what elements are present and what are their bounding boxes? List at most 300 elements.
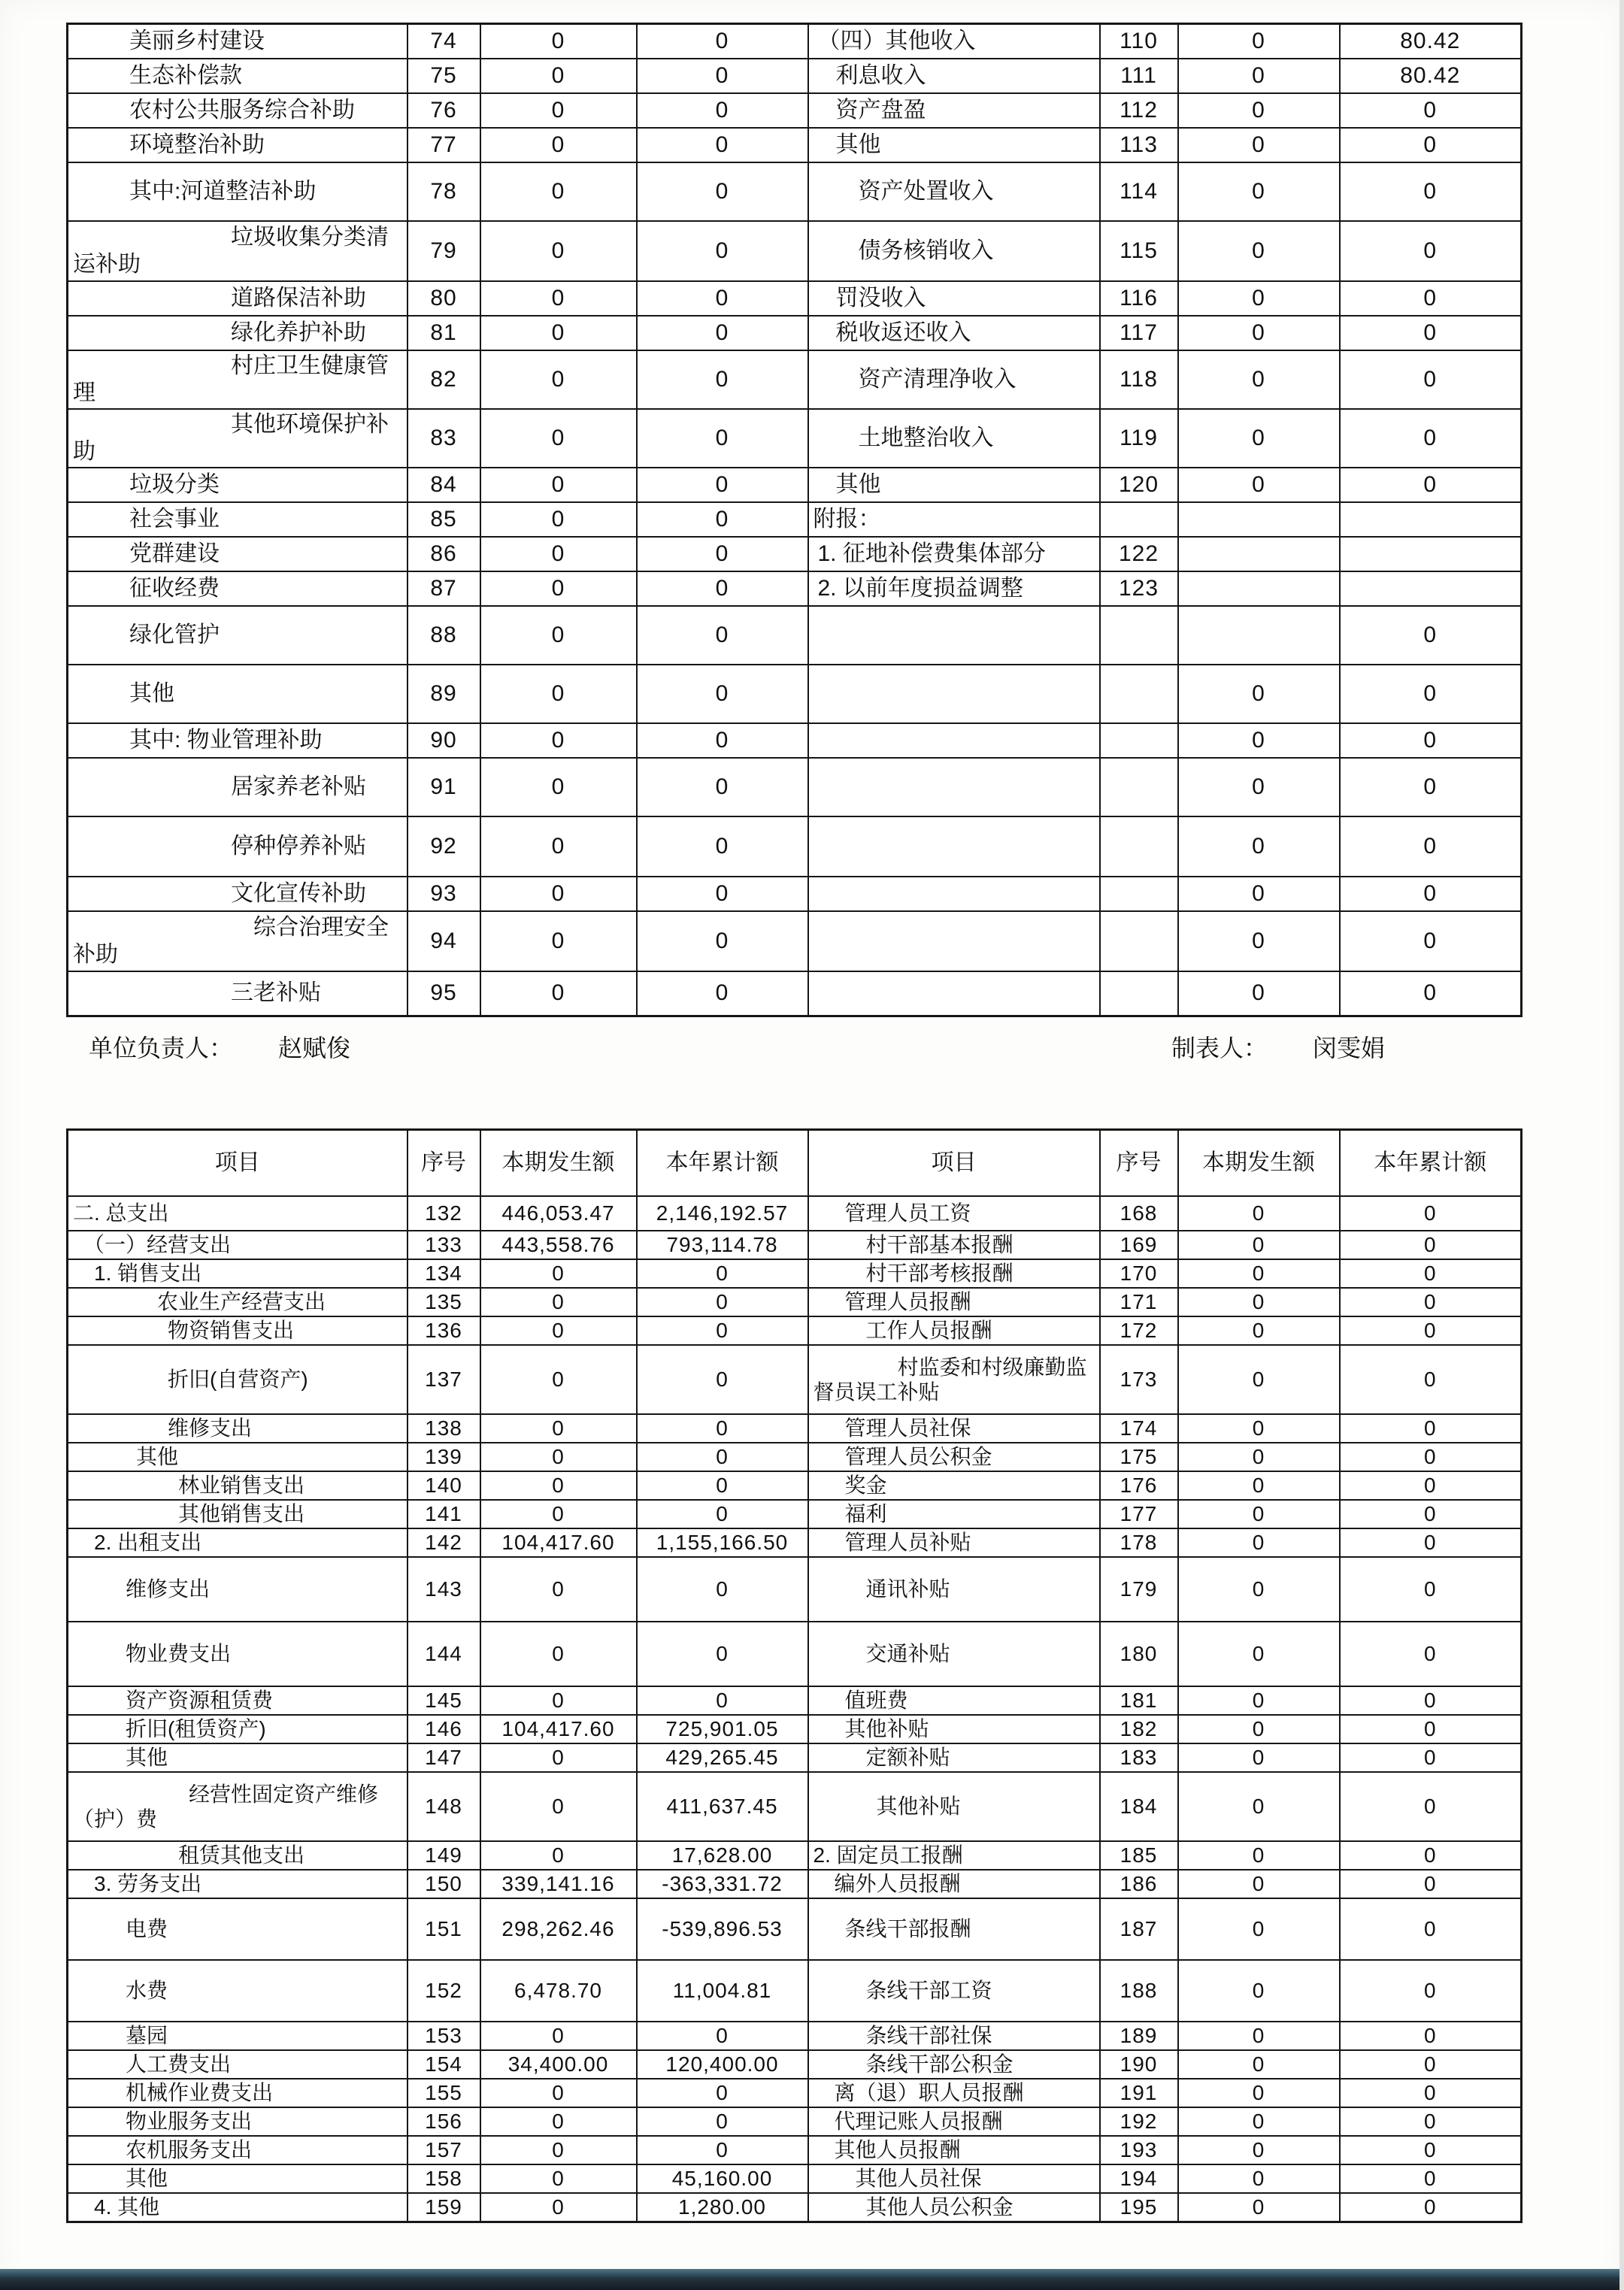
amount-cell: 0 <box>637 911 808 971</box>
seq-cell: 141 <box>408 1500 480 1528</box>
table-row <box>68 971 1522 1016</box>
amount-cell: 0 <box>1340 971 1522 1016</box>
amount-cell: 0 <box>1340 1622 1522 1686</box>
item-cell: 条线干部报酬 <box>808 1898 1100 1960</box>
table-row <box>68 468 1522 502</box>
amount-cell: 0 <box>1178 221 1340 281</box>
seq-cell: 154 <box>408 2050 480 2079</box>
amount-cell: 0 <box>480 162 637 221</box>
seq-cell: 133 <box>408 1231 480 1259</box>
amount-cell: 0 <box>1340 816 1522 877</box>
preparer-signature <box>1171 1029 1520 1064</box>
amount-cell: 0 <box>480 1622 637 1686</box>
amount-cell: 0 <box>637 24 808 59</box>
seq-cell <box>1100 911 1178 971</box>
amount-cell: 0 <box>1178 1443 1340 1471</box>
seq-cell: 82 <box>408 350 480 409</box>
item-cell: 福利 <box>808 1500 1100 1528</box>
item-cell: 垃圾收集分类清运补助 <box>68 221 408 281</box>
amount-cell: 0 <box>1178 281 1340 316</box>
seq-cell: 158 <box>408 2164 480 2193</box>
item-cell: 2. 固定员工报酬 <box>808 1841 1100 1870</box>
amount-cell: 0 <box>1178 1231 1340 1259</box>
item-cell: 1. 征地补偿费集体部分 <box>808 537 1100 571</box>
amount-cell: 339,141.16 <box>480 1870 637 1898</box>
amount-cell: 0 <box>637 1288 808 1316</box>
col-header-item: 项目 <box>808 1130 1100 1197</box>
amount-cell: 0 <box>637 758 808 816</box>
item-cell: 土地整治收入 <box>808 409 1100 468</box>
seq-cell: 77 <box>408 128 480 162</box>
seq-cell: 135 <box>408 1288 480 1316</box>
amount-cell: 0 <box>637 221 808 281</box>
amount-cell <box>1178 571 1340 606</box>
amount-cell: 0 <box>480 758 637 816</box>
amount-cell: 1,155,166.50 <box>637 1528 808 1557</box>
seq-cell: 83 <box>408 409 480 468</box>
amount-cell: 0 <box>480 2022 637 2050</box>
unit-head-name: 赵赋俊 <box>278 1034 351 1062</box>
table-row <box>68 93 1522 128</box>
seq-cell: 156 <box>408 2107 480 2136</box>
item-cell: 绿化养护补助 <box>68 316 408 350</box>
seq-cell: 75 <box>408 59 480 93</box>
seq-cell: 137 <box>408 1345 480 1414</box>
amount-cell: 0 <box>1178 2136 1340 2164</box>
amount-cell: 0 <box>480 2079 637 2107</box>
item-cell: 其他 <box>68 665 408 723</box>
seq-cell: 113 <box>1100 128 1178 162</box>
amount-cell: 0 <box>480 1414 637 1443</box>
table-row <box>68 1345 1522 1414</box>
amount-cell: 0 <box>1178 1471 1340 1500</box>
item-cell: 其他 <box>808 128 1100 162</box>
item-cell: 管理人员报酬 <box>808 1288 1100 1316</box>
amount-cell: 0 <box>1178 2050 1340 2079</box>
amount-cell: 0 <box>1178 162 1340 221</box>
item-cell: 通讯补贴 <box>808 1557 1100 1622</box>
seq-cell: 115 <box>1100 221 1178 281</box>
seq-cell: 195 <box>1100 2193 1178 2222</box>
amount-cell: 0 <box>1178 128 1340 162</box>
item-cell: 奖金 <box>808 1471 1100 1500</box>
seq-cell: 187 <box>1100 1898 1178 1960</box>
amount-cell: 0 <box>637 1500 808 1528</box>
table-row <box>68 1715 1522 1743</box>
amount-cell: 0 <box>1340 1772 1522 1841</box>
seq-cell: 169 <box>1100 1231 1178 1259</box>
seq-cell: 110 <box>1100 24 1178 59</box>
item-cell: 村监委和村级廉勤监督员误工补贴 <box>808 1345 1100 1414</box>
seq-cell: 84 <box>408 468 480 502</box>
item-cell: 生态补偿款 <box>68 59 408 93</box>
item-cell: 林业销售支出 <box>68 1471 408 1500</box>
amount-cell: 0 <box>637 1557 808 1622</box>
table-row <box>68 2050 1522 2079</box>
amount-cell: 0 <box>1340 1500 1522 1528</box>
table-row <box>68 316 1522 350</box>
item-cell: 条线干部公积金 <box>808 2050 1100 2079</box>
amount-cell: 17,628.00 <box>637 1841 808 1870</box>
amount-cell: 0 <box>637 93 808 128</box>
item-cell: 其中: 物业管理补助 <box>68 723 408 758</box>
table-row <box>68 281 1522 316</box>
amount-cell: 0 <box>1340 1870 1522 1898</box>
table-row <box>68 1743 1522 1772</box>
amount-cell: 0 <box>1340 2107 1522 2136</box>
item-cell: 其他补贴 <box>808 1715 1100 1743</box>
amount-cell: 0 <box>480 1557 637 1622</box>
amount-cell: 0 <box>1178 1960 1340 2022</box>
amount-cell: 2,146,192.57 <box>637 1196 808 1231</box>
amount-cell: 0 <box>480 1259 637 1288</box>
amount-cell: 0 <box>1340 221 1522 281</box>
amount-cell: 0 <box>1340 2022 1522 2050</box>
item-cell: 编外人员报酬 <box>808 1870 1100 1898</box>
seq-cell: 186 <box>1100 1870 1178 1898</box>
amount-cell: 0 <box>1340 911 1522 971</box>
preparer-name: 闵雯娟 <box>1312 1034 1385 1062</box>
item-cell: 机械作业费支出 <box>68 2079 408 2107</box>
table-row <box>68 2022 1522 2050</box>
amount-cell: 0 <box>1340 1345 1522 1414</box>
amount-cell: 0 <box>480 316 637 350</box>
seq-cell: 145 <box>408 1686 480 1715</box>
scan-edge-band <box>0 2269 1624 2290</box>
amount-cell: 0 <box>1340 606 1522 665</box>
item-cell: 债务核销收入 <box>808 221 1100 281</box>
item-cell <box>808 665 1100 723</box>
seq-cell: 111 <box>1100 59 1178 93</box>
item-cell: 其他 <box>808 468 1100 502</box>
seq-cell: 118 <box>1100 350 1178 409</box>
amount-cell: 0 <box>480 128 637 162</box>
table-row <box>68 1960 1522 2022</box>
amount-cell: 0 <box>637 1622 808 1686</box>
table-row <box>68 2164 1522 2193</box>
amount-cell: 0 <box>1178 2164 1340 2193</box>
col-header-item: 项目 <box>68 1130 408 1197</box>
amount-cell: 0 <box>1340 1316 1522 1345</box>
seq-cell: 175 <box>1100 1443 1178 1471</box>
item-cell: 1. 销售支出 <box>68 1259 408 1288</box>
amount-cell: 0 <box>480 723 637 758</box>
amount-cell: 0 <box>480 409 637 468</box>
col-header-current-amount: 本期发生额 <box>480 1130 637 1197</box>
item-cell <box>808 816 1100 877</box>
item-cell: 利息收入 <box>808 59 1100 93</box>
seq-cell: 168 <box>1100 1196 1178 1231</box>
seq-cell: 74 <box>408 24 480 59</box>
amount-cell: 0 <box>1178 911 1340 971</box>
amount-cell: 0 <box>1340 2050 1522 2079</box>
seq-cell: 120 <box>1100 468 1178 502</box>
seq-cell: 139 <box>408 1443 480 1471</box>
amount-cell: 0 <box>480 1743 637 1772</box>
table-row <box>68 409 1522 468</box>
col-header-seq: 序号 <box>408 1130 480 1197</box>
item-cell: 经营性固定资产维修（护）费 <box>68 1772 408 1841</box>
amount-cell: 0 <box>1178 1500 1340 1528</box>
seq-cell <box>1100 816 1178 877</box>
amount-cell: 0 <box>1178 1288 1340 1316</box>
amount-cell: 0 <box>637 1443 808 1471</box>
item-cell: 管理人员工资 <box>808 1196 1100 1231</box>
amount-cell: 0 <box>637 59 808 93</box>
amount-cell: 0 <box>480 1841 637 1870</box>
amount-cell: 0 <box>1340 1231 1522 1259</box>
table-row <box>68 606 1522 665</box>
item-cell: 农村公共服务综合补助 <box>68 93 408 128</box>
table-row <box>68 1288 1522 1316</box>
seq-cell: 174 <box>1100 1414 1178 1443</box>
amount-cell: 0 <box>1340 2079 1522 2107</box>
amount-cell: 0 <box>1340 1557 1522 1622</box>
table-row <box>68 816 1522 877</box>
item-cell: 管理人员补贴 <box>808 1528 1100 1557</box>
amount-cell: 104,417.60 <box>480 1528 637 1557</box>
item-cell: 其他 <box>68 2164 408 2193</box>
amount-cell: 0 <box>1340 1443 1522 1471</box>
seq-cell: 176 <box>1100 1471 1178 1500</box>
amount-cell: 0 <box>1340 1528 1522 1557</box>
amount-cell: 0 <box>1178 1528 1340 1557</box>
seq-cell: 144 <box>408 1622 480 1686</box>
amount-cell: 0 <box>1340 350 1522 409</box>
col-header-ytd-amount: 本年累计额 <box>1340 1130 1522 1197</box>
amount-cell: 0 <box>1178 877 1340 911</box>
seq-cell: 76 <box>408 93 480 128</box>
amount-cell: 11,004.81 <box>637 1960 808 2022</box>
amount-cell: 0 <box>637 606 808 665</box>
item-cell: （一）经营支出 <box>68 1231 408 1259</box>
amount-cell: 0 <box>637 2022 808 2050</box>
item-cell <box>808 758 1100 816</box>
amount-cell: 0 <box>480 571 637 606</box>
amount-cell: 0 <box>1178 971 1340 1016</box>
item-cell: 资产清理净收入 <box>808 350 1100 409</box>
table-row <box>68 350 1522 409</box>
item-cell: 值班费 <box>808 1686 1100 1715</box>
amount-cell: 0 <box>637 1259 808 1288</box>
amount-cell: 0 <box>480 606 637 665</box>
seq-cell: 177 <box>1100 1500 1178 1528</box>
amount-cell: 0 <box>1178 723 1340 758</box>
item-cell: 罚没收入 <box>808 281 1100 316</box>
table-row <box>68 24 1522 59</box>
amount-cell: 0 <box>637 1316 808 1345</box>
item-cell: 其他人员公积金 <box>808 2193 1100 2222</box>
amount-cell: 725,901.05 <box>637 1715 808 1743</box>
item-cell: 美丽乡村建设 <box>68 24 408 59</box>
item-cell: 折旧(自营资产) <box>68 1345 408 1414</box>
unit-head-label: 单位负责人： <box>89 1034 234 1062</box>
table-header-row <box>68 1130 1522 1197</box>
item-cell: 文化宣传补助 <box>68 877 408 911</box>
table-row <box>68 758 1522 816</box>
amount-cell: 446,053.47 <box>480 1196 637 1231</box>
table-row <box>68 1414 1522 1443</box>
amount-cell: 298,262.46 <box>480 1898 637 1960</box>
item-cell: 党群建设 <box>68 537 408 571</box>
table-row <box>68 128 1522 162</box>
table-row <box>68 502 1522 537</box>
amount-cell: 0 <box>1178 1772 1340 1841</box>
amount-cell: 0 <box>637 502 808 537</box>
item-cell: 离（退）职人员报酬 <box>808 2079 1100 2107</box>
amount-cell: -363,331.72 <box>637 1870 808 1898</box>
item-cell: 农机服务支出 <box>68 2136 408 2164</box>
amount-cell: 0 <box>480 816 637 877</box>
amount-cell: 0 <box>1178 1196 1340 1231</box>
item-cell: 维修支出 <box>68 1414 408 1443</box>
seq-cell: 122 <box>1100 537 1178 571</box>
amount-cell: 0 <box>637 350 808 409</box>
seq-cell: 91 <box>408 758 480 816</box>
item-cell: 垃圾分类 <box>68 468 408 502</box>
amount-cell <box>1178 537 1340 571</box>
amount-cell: 0 <box>480 537 637 571</box>
seq-cell: 116 <box>1100 281 1178 316</box>
amount-cell: 0 <box>1340 1196 1522 1231</box>
amount-cell: 0 <box>1340 409 1522 468</box>
amount-cell <box>1178 502 1340 537</box>
amount-cell <box>1178 606 1340 665</box>
table-row <box>68 665 1522 723</box>
seq-cell: 142 <box>408 1528 480 1557</box>
seq-cell: 191 <box>1100 2079 1178 2107</box>
item-cell: 附报： <box>808 502 1100 537</box>
seq-cell: 138 <box>408 1414 480 1443</box>
seq-cell: 183 <box>1100 1743 1178 1772</box>
amount-cell: 0 <box>480 1443 637 1471</box>
amount-cell: 45,160.00 <box>637 2164 808 2193</box>
item-cell <box>808 971 1100 1016</box>
seq-cell: 123 <box>1100 571 1178 606</box>
amount-cell: 0 <box>480 1772 637 1841</box>
amount-cell: 0 <box>1178 1622 1340 1686</box>
amount-cell: 0 <box>637 468 808 502</box>
amount-cell: 0 <box>480 59 637 93</box>
item-cell: 环境整治补助 <box>68 128 408 162</box>
item-cell: 综合治理安全补助 <box>68 911 408 971</box>
item-cell: 道路保洁补助 <box>68 281 408 316</box>
item-cell: 资产盘盈 <box>808 93 1100 128</box>
amount-cell: 0 <box>1340 1743 1522 1772</box>
amount-cell: 0 <box>480 911 637 971</box>
seq-cell: 87 <box>408 571 480 606</box>
amount-cell: 0 <box>480 281 637 316</box>
amount-cell: 0 <box>480 1500 637 1528</box>
seq-cell: 182 <box>1100 1715 1178 1743</box>
seq-cell: 146 <box>408 1715 480 1743</box>
amount-cell: 0 <box>637 162 808 221</box>
seq-cell <box>1100 606 1178 665</box>
item-cell <box>808 723 1100 758</box>
amount-cell: 0 <box>637 2136 808 2164</box>
item-cell: 村干部考核报酬 <box>808 1259 1100 1288</box>
item-cell: 其他补贴 <box>808 1772 1100 1841</box>
seq-cell: 170 <box>1100 1259 1178 1288</box>
amount-cell: 0 <box>1178 468 1340 502</box>
seq-cell: 192 <box>1100 2107 1178 2136</box>
seq-cell: 90 <box>408 723 480 758</box>
seq-cell: 148 <box>408 1772 480 1841</box>
amount-cell: 80.42 <box>1340 24 1522 59</box>
amount-cell: 0 <box>480 1316 637 1345</box>
item-cell: 墓园 <box>68 2022 408 2050</box>
item-cell <box>808 911 1100 971</box>
item-cell: 其他人员社保 <box>808 2164 1100 2193</box>
amount-cell: 0 <box>637 281 808 316</box>
amount-cell: 0 <box>637 877 808 911</box>
table-row <box>68 571 1522 606</box>
amount-cell: 0 <box>1178 2022 1340 2050</box>
item-cell: 条线干部工资 <box>808 1960 1100 2022</box>
seq-cell: 89 <box>408 665 480 723</box>
item-cell: 代理记账人员报酬 <box>808 2107 1100 2136</box>
seq-cell: 79 <box>408 221 480 281</box>
amount-cell: 0 <box>1340 758 1522 816</box>
amount-cell: 0 <box>480 93 637 128</box>
amount-cell: 34,400.00 <box>480 2050 637 2079</box>
seq-cell: 94 <box>408 911 480 971</box>
seq-cell: 132 <box>408 1196 480 1231</box>
amount-cell: 0 <box>1178 2107 1340 2136</box>
amount-cell: 0 <box>1340 665 1522 723</box>
item-cell: 征收经费 <box>68 571 408 606</box>
amount-cell: 0 <box>480 971 637 1016</box>
seq-cell: 150 <box>408 1870 480 1898</box>
seq-cell: 181 <box>1100 1686 1178 1715</box>
amount-cell: 0 <box>637 1471 808 1500</box>
seq-cell: 193 <box>1100 2136 1178 2164</box>
seq-cell: 114 <box>1100 162 1178 221</box>
amount-cell: 0 <box>480 2164 637 2193</box>
item-cell <box>808 606 1100 665</box>
amount-cell: 0 <box>1178 409 1340 468</box>
item-cell: 交通补贴 <box>808 1622 1100 1686</box>
amount-cell: 0 <box>1178 316 1340 350</box>
table-row <box>68 537 1522 571</box>
amount-cell: 0 <box>637 1345 808 1414</box>
item-cell: 水费 <box>68 1960 408 2022</box>
amount-cell: 0 <box>1178 24 1340 59</box>
amount-cell: 0 <box>480 350 637 409</box>
seq-cell: 153 <box>408 2022 480 2050</box>
table-row <box>68 2107 1522 2136</box>
item-cell: 2. 出租支出 <box>68 1528 408 1557</box>
amount-cell: 0 <box>637 409 808 468</box>
amount-cell: 0 <box>1178 350 1340 409</box>
amount-cell: 0 <box>1178 1898 1340 1960</box>
amount-cell: 0 <box>1178 1743 1340 1772</box>
amount-cell: 0 <box>1178 2193 1340 2222</box>
seq-cell: 85 <box>408 502 480 537</box>
amount-cell: 0 <box>1340 1288 1522 1316</box>
item-cell: 工作人员报酬 <box>808 1316 1100 1345</box>
seq-cell: 112 <box>1100 93 1178 128</box>
seq-cell <box>1100 758 1178 816</box>
item-cell: 三老补贴 <box>68 971 408 1016</box>
col-header-seq: 序号 <box>1100 1130 1178 1197</box>
amount-cell: 0 <box>1340 468 1522 502</box>
amount-cell: 0 <box>637 2107 808 2136</box>
col-header-ytd-amount: 本年累计额 <box>637 1130 808 1197</box>
table-row <box>68 2079 1522 2107</box>
amount-cell: 0 <box>480 1686 637 1715</box>
seq-cell: 179 <box>1100 1557 1178 1622</box>
